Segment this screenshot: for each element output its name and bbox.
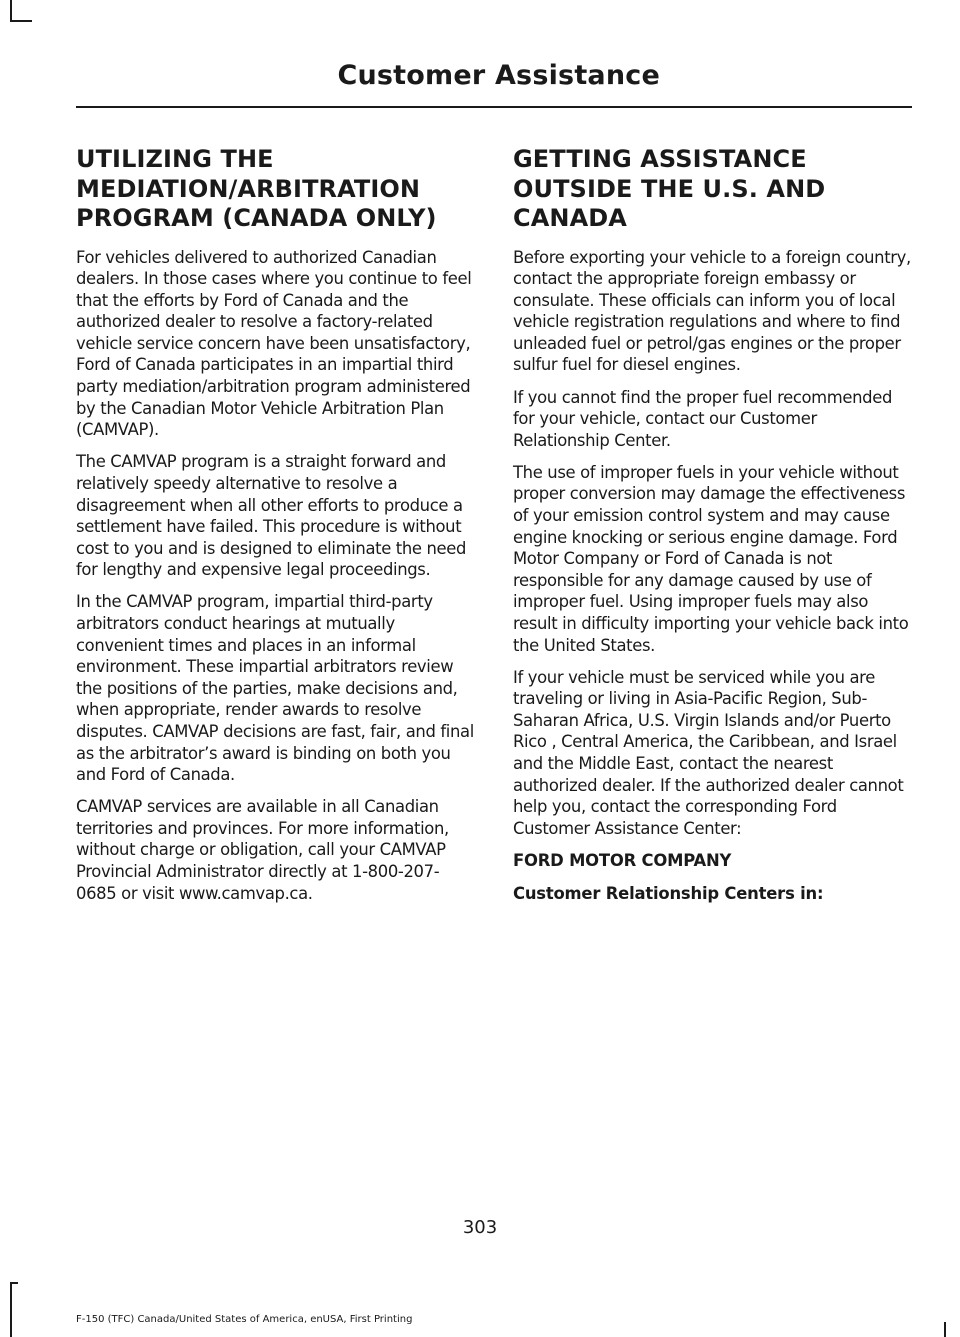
right-column xyxy=(513,145,911,915)
mediation-paragraph: For vehicles delivered to authorized Canadian dealers. In those cases where you continue to feel that the efforts by Ford of Canada and the authorized dealer to resolve a factory-related vehicle service concern have been unsatisfactory, Ford of Canada participates in an impartial third party mediation/arbitration program administered by the Canadian Motor Vehicle Arbitration Plan (CAMVAP). xyxy=(76,247,472,440)
crop-mark-bottom-right-vertical xyxy=(944,1322,946,1337)
mediation-paragraph: In the CAMVAP program, impartial third-party arbitrators conduct hearings at mutually convenient times and places in an informal environment. These impartial arbitrators review the positions of the parties, make decisions and, when appropriate, render awards to resolve disputes. CAMVAP decisions are fast, fair, and final as the arbitrator’s award is binding on both you and Ford of Canada. xyxy=(76,592,474,785)
page-number: 303 xyxy=(462,1217,498,1238)
ford-motor-company-subheading: FORD MOTOR COMPANY xyxy=(513,850,732,870)
outside-assistance-paragraph: The use of improper fuels in your vehicle without proper conversion may damage the effectiveness of your emission control system and may cause engine knocking or serious engine damage. Ford Motor Company or Ford of Canada is not responsible for any damage caused by use of improper fuel. Using improper fuels may also result in difficulty importing your vehicle back into the United States. xyxy=(513,462,909,655)
customer-relationship-centers-subheading: Customer Relationship Centers in: xyxy=(513,883,824,903)
crop-mark-top-left-horizontal xyxy=(10,20,32,22)
outside-assistance-heading: GETTING ASSISTANCE OUTSIDE THE U.S. AND CANADA xyxy=(513,145,826,232)
left-column xyxy=(76,145,474,915)
mediation-heading: UTILIZING THE MEDIATION/ARBITRATION PROGRAM (CANADA ONLY) xyxy=(76,145,437,232)
crop-mark-bottom-left-vertical xyxy=(10,1282,12,1337)
section-title: Customer Assistance xyxy=(337,60,660,91)
outside-assistance-paragraph: Before exporting your vehicle to a foreign country, contact the appropriate foreign embassy or consulate. These officials can inform you of local vehicle registration regulations and where to find unleaded fuel or petrol/gas engines or the proper sulfur fuel for diesel engines. xyxy=(513,247,911,375)
outside-assistance-paragraph: If you cannot find the proper fuel recommended for your vehicle, contact our Customer Relationship Center. xyxy=(513,387,893,450)
page-header xyxy=(76,60,912,108)
mediation-paragraph: The CAMVAP program is a straight forward and relatively speedy alternative to resolve a disagreement when all other efforts to produce a settlement have failed. This procedure is without cost to you and is designed to eliminate the need for lengthy and expensive legal proceedings. xyxy=(76,452,467,580)
outside-assistance-paragraph: If your vehicle must be serviced while you are traveling or living in Asia-Pacific Region, Sub-Saharan Africa, U.S. Virgin Islands and/or Puerto Rico , Central America, the Caribbean, and Israel and the Middle East, contact the nearest authorized dealer. If the authorized dealer cannot help you, contact the corresponding Ford Customer Assistance Center: xyxy=(513,667,904,838)
crop-mark-bottom-left-horizontal xyxy=(10,1282,18,1284)
mediation-paragraph: CAMVAP services are available in all Canadian territories and provinces. For more information, without charge or obligation, call your CAMVAP Provincial Administrator directly at 1-800-207-0685 or visit www.camvap.ca. xyxy=(76,797,449,903)
crop-mark-top-left-vertical xyxy=(10,0,12,22)
footer-edition-note: F-150 (TFC) Canada/United States of America, enUSA, First Printing xyxy=(76,1314,413,1325)
